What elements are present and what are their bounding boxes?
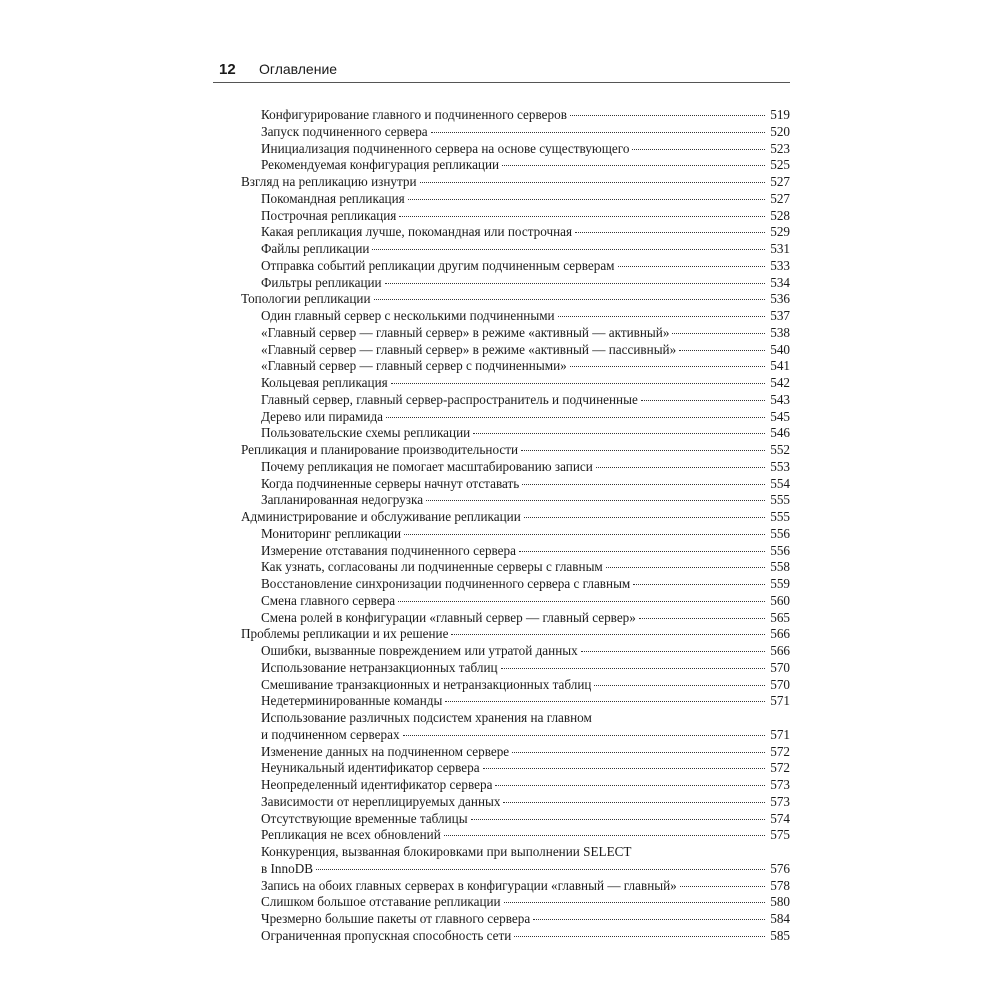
dot-leader [399,216,765,217]
dot-leader [445,701,765,702]
toc-entry[interactable] [241,291,790,308]
toc-entry-page: 555 [770,492,790,508]
dot-leader [372,249,765,250]
toc-entry-title: Измерение отставания подчиненного сервера [261,542,516,558]
toc-entry[interactable] [241,358,790,375]
toc-entry-title: в InnoDB [261,860,314,876]
toc-entry[interactable] [241,827,790,844]
toc-entry[interactable] [241,911,790,928]
toc-entry[interactable] [241,677,790,694]
table-of-contents [241,107,790,945]
toc-entry-page: 584 [770,911,790,926]
toc-entry-title: Зависимости от нереплицируемых данных [261,793,501,809]
toc-entry[interactable] [241,425,790,442]
toc-entry-page: 541 [770,358,790,374]
toc-entry-page: 520 [770,123,790,139]
dot-leader [570,366,765,367]
toc-entry-title: Фильтры репликации [261,274,382,290]
toc-entry-title: Дерево или пирамида [261,408,384,424]
toc-entry-page: 527 [770,190,790,206]
page-number: 12 [219,61,236,78]
dot-leader [444,835,765,836]
toc-entry[interactable] [241,643,790,660]
toc-entry-page: 566 [770,643,790,658]
toc-entry[interactable] [241,342,790,359]
toc-entry-title: Взгляд на репликацию изнутри [241,174,417,189]
toc-entry-page: 553 [770,458,790,474]
dot-leader [391,383,765,384]
dot-leader [514,936,765,937]
toc-entry[interactable] [241,727,790,744]
dot-leader [596,467,765,468]
toc-entry-title: Смена ролей в конфигурации «главный сервер — главный сервер» [261,609,636,625]
toc-entry-title: Какая репликация лучше, покомандная или построчная [261,224,573,240]
toc-entry[interactable] [241,794,790,811]
toc-entry-page: 574 [770,810,790,826]
toc-entry-title: Смена главного сервера [261,592,396,608]
toc-entry-title: Недетерминированные команды [261,693,443,709]
toc-entry-title: Файлы репликации [261,241,370,256]
toc-entry-page: 542 [770,375,790,390]
toc-entry[interactable] [241,174,790,191]
toc-entry-page: 533 [770,257,790,273]
dot-leader [483,768,765,769]
toc-entry[interactable] [241,107,790,124]
toc-entry-page: 578 [770,877,790,893]
toc-entry-page: 566 [770,626,790,642]
toc-entry-title: Когда подчиненные серверы начнут отставать [261,475,520,491]
dot-leader [431,132,765,133]
toc-entry-title: Запись на обоих главных серверах в конфигурации «главный — главный» [261,877,677,893]
dot-leader [386,417,765,418]
toc-entry[interactable] [241,124,790,141]
toc-entry[interactable] [241,241,790,258]
dot-leader [519,551,765,552]
toc-entry-title: Покомандная репликация [261,190,405,206]
dot-leader [420,182,765,183]
dot-leader [632,149,765,150]
dot-leader [501,668,765,669]
toc-entry-title: Рекомендуемая конфигурация репликации [261,157,500,173]
toc-entry-page: 531 [770,241,790,256]
dot-leader [398,601,765,602]
toc-entry[interactable] [241,660,790,677]
toc-entry[interactable] [241,258,790,275]
toc-entry[interactable] [241,878,790,895]
toc-entry[interactable] [241,141,790,158]
toc-entry[interactable] [241,208,790,225]
dot-leader [618,266,765,267]
toc-entry-page: 571 [770,693,790,709]
toc-entry[interactable] [241,409,790,426]
toc-entry[interactable] [241,576,790,593]
dot-leader [680,886,765,887]
toc-entry-title: Ограниченная пропускная способность сети [261,927,512,943]
toc-entry[interactable] [241,191,790,208]
toc-entry-page: 585 [770,927,790,943]
toc-entry-title: Отправка событий репликации другим подчиненным серверам [261,257,615,273]
toc-entry-title: Почему репликация не помогает масштабированию записи [261,458,593,474]
toc-entry-page: 529 [770,224,790,240]
dot-leader [533,919,765,920]
dot-leader [672,333,765,334]
toc-entry-title: Восстановление синхронизации подчиненного сервера с главным [261,576,631,591]
dot-leader [385,283,765,284]
dot-leader [521,450,765,451]
toc-entry-page: 565 [770,609,790,625]
toc-entry-title: Изменение данных на подчиненном сервере [261,743,510,759]
toc-entry-page: 572 [770,743,790,759]
toc-entry-title: «Главный сервер — главный сервер с подчиненными» [261,358,567,374]
toc-entry[interactable] [241,710,790,727]
dot-leader [633,584,765,585]
toc-entry-page: 556 [770,542,790,558]
toc-entry[interactable] [241,861,790,878]
toc-entry[interactable] [241,224,790,241]
dot-leader [404,534,765,535]
toc-entry-page: 560 [770,592,790,608]
toc-entry-title: Один главный сервер с несколькими подчиненными [261,308,555,323]
toc-entry-page: 575 [770,827,790,843]
toc-entry[interactable] [241,610,790,627]
toc-entry[interactable] [241,626,790,643]
toc-entry-page: 545 [770,408,790,424]
toc-entry-title: Проблемы репликации и их решение [241,626,449,642]
toc-entry-page: 523 [770,140,790,156]
toc-entry[interactable] [241,157,790,174]
toc-entry-title: Смешивание транзакционных и нетранзакционных таблиц [261,676,592,692]
dot-leader [502,165,765,166]
dot-leader [316,869,765,870]
dot-leader [570,115,765,116]
toc-entry[interactable] [241,693,790,710]
toc-entry-page: 570 [770,659,790,675]
dot-leader [451,634,765,635]
dot-leader [503,802,765,803]
toc-entry-page: 556 [770,525,790,541]
toc-entry-page: 555 [770,509,790,524]
toc-entry-page: 558 [770,559,790,575]
toc-entry-title: Администрирование и обслуживание репликации [241,509,521,524]
toc-entry[interactable] [241,492,790,509]
dot-leader [512,752,765,753]
toc-entry-title: Конфигурирование главного и подчиненного серверов [261,107,567,122]
toc-entry-title: Пользовательские схемы репликации [261,425,471,441]
toc-entry-page: 519 [770,107,790,122]
dot-leader [581,651,765,652]
dot-leader [606,567,765,568]
toc-entry[interactable] [241,509,790,526]
toc-entry[interactable] [241,894,790,911]
dot-leader [473,433,765,434]
toc-entry-title: Мониторинг репликации [261,525,402,541]
toc-entry-page: 538 [770,324,790,340]
toc-entry-page: 572 [770,760,790,776]
toc-entry-title: Отсутствующие временные таблицы [261,810,468,826]
toc-entry-page: 554 [770,475,790,491]
toc-entry-page: 525 [770,157,790,173]
dot-leader [575,232,765,233]
toc-entry-title: Кольцевая репликация [261,375,388,390]
toc-entry[interactable] [241,744,790,761]
toc-entry-page: 543 [770,391,790,407]
toc-entry[interactable] [241,543,790,560]
toc-entry[interactable] [241,476,790,493]
toc-entry-title: Конкуренция, вызванная блокировками при выполнении SELECT [261,844,632,859]
toc-entry[interactable] [241,559,790,576]
toc-entry-title: Топологии репликации [241,291,371,307]
toc-entry-title: «Главный сервер — главный сервер» в режиме «активный — пассивный» [261,341,677,357]
dot-leader [426,500,765,501]
dot-leader [522,484,765,485]
toc-entry[interactable] [241,325,790,342]
dot-leader [408,199,765,200]
toc-entry-page: 559 [770,576,790,591]
toc-entry[interactable] [241,593,790,610]
toc-entry-page: 573 [770,793,790,809]
toc-entry[interactable] [241,928,790,945]
toc-entry-title: Инициализация подчиненного сервера на основе существующего [261,140,630,156]
toc-entry-page: 528 [770,207,790,223]
toc-entry-page: 536 [770,291,790,307]
toc-entry-page: 573 [770,777,790,792]
toc-entry[interactable] [241,777,790,794]
toc-entry[interactable] [241,844,790,861]
toc-entry-page: 576 [770,860,790,876]
dot-leader [471,819,765,820]
dot-leader [594,685,765,686]
toc-entry-page: 527 [770,174,790,189]
toc-entry-page: 546 [770,425,790,441]
dot-leader [403,735,765,736]
toc-entry-title: Чрезмерно большие пакеты от главного сервера [261,911,531,926]
toc-entry[interactable] [241,459,790,476]
toc-entry[interactable] [241,526,790,543]
toc-entry-page: 571 [770,726,790,742]
toc-entry[interactable] [241,760,790,777]
toc-entry[interactable] [241,275,790,292]
toc-entry-title: Построчная репликация [261,207,397,223]
dot-leader [679,350,765,351]
toc-entry[interactable] [241,811,790,828]
section-title: Оглавление [259,61,338,77]
toc-entry-title: Запланированная недогрузка [261,492,424,508]
toc-entry-title: Запуск подчиненного сервера [261,123,428,139]
toc-entry-page: 580 [770,894,790,910]
toc-entry-title: Использование нетранзакционных таблиц [261,659,498,675]
toc-entry-title: Использование различных подсистем хранения на главном [261,710,592,725]
toc-entry-title: и подчиненном серверах [261,726,400,742]
toc-entry-title: Репликация не всех обновлений [261,827,441,843]
toc-entry[interactable] [241,308,790,325]
dot-leader [641,400,765,401]
toc-entry-title: Неопределенный идентификатор сервера [261,777,493,792]
toc-entry-title: Репликация и планирование производительности [241,442,519,457]
toc-entry-title: Слишком большое отставание репликации [261,894,501,910]
dot-leader [639,618,765,619]
toc-entry[interactable] [241,442,790,459]
toc-entry-title: «Главный сервер — главный сервер» в режиме «активный — активный» [261,324,670,340]
toc-entry-title: Неуникальный идентификатор сервера [261,760,480,776]
toc-entry-page: 552 [770,442,790,457]
dot-leader [374,299,765,300]
toc-entry-title: Как узнать, согласованы ли подчиненные серверы с главным [261,559,603,575]
page-header [213,58,790,83]
toc-entry-page: 570 [770,676,790,692]
toc-entry-title: Главный сервер, главный сервер-распространитель и подчиненные [261,391,638,407]
toc-entry-page: 537 [770,308,790,323]
dot-leader [504,902,765,903]
dot-leader [524,517,765,518]
dot-leader [558,316,765,317]
toc-entry-title: Ошибки, вызванные повреждением или утратой данных [261,643,578,658]
toc-entry-page: 534 [770,274,790,290]
toc-entry[interactable] [241,375,790,392]
toc-entry[interactable] [241,392,790,409]
toc-entry-page: 540 [770,341,790,357]
dot-leader [495,785,765,786]
